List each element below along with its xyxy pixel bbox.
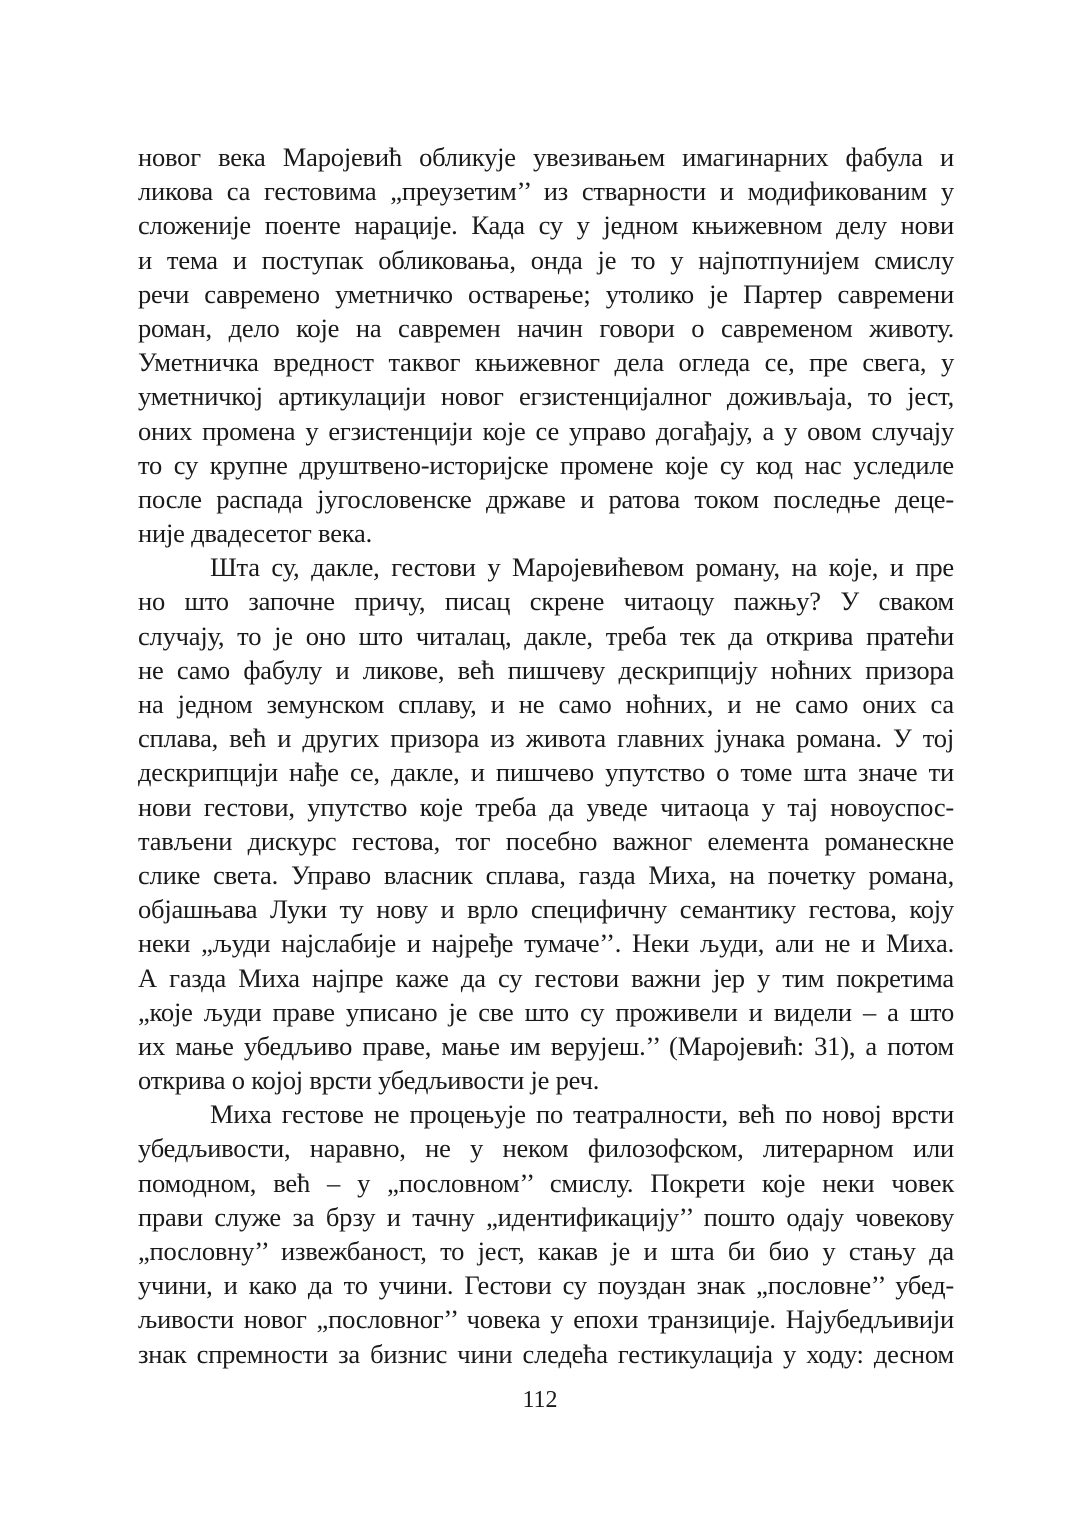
- text-line: новог века Маројевић обликује увезивањем имагинарних фабула и: [138, 142, 954, 172]
- text-line: није двадесетог века.: [138, 518, 373, 549]
- text-line: уметничкој артикулацији новог егзистенцијалног доживљаја, то јест,: [138, 381, 954, 412]
- text-line: роман, дело које на савремен начин говори о савременом животу.: [138, 312, 954, 343]
- text-line: но што започне причу, писац скрене читаоцу пажњу? У сваком: [138, 586, 954, 617]
- text-line: знак спремности за бизнис чини следећа гестикулација у ходу: десном: [138, 1338, 954, 1369]
- text-line: их мање убедљиво праве, мање им верујеш.’’ (Маројевић: 31), а потом: [138, 1030, 954, 1061]
- text-line: објашњава Луки ту нову и врло специфичну семантику гестова, коју: [138, 894, 954, 925]
- text-line: учини, и како да то учини. Гестови су поуздан знак „пословне’’ убед-: [138, 1270, 954, 1301]
- text-line: Миха гестове не процењује по театралности, већ по новој врсти: [210, 1099, 954, 1130]
- text-line: љивости новог „пословног’’ човека у епохи транзиције. Најубедљивији: [138, 1304, 954, 1335]
- text-line: случају, то је оно што читалац, дакле, треба тек да открива пратећи: [138, 620, 954, 651]
- text-line: сложеније поенте нарације. Када су у једном књижевном делу нови: [138, 210, 954, 241]
- text-line: прави служе за брзу и тачну „идентификацију’’ пошто одају човекову: [138, 1201, 954, 1232]
- text-line: после распада југословенске државе и ратова током последње деце-: [138, 483, 954, 514]
- text-line: оних промена у егзистенцији које се управо догађају, а у овом случају: [138, 415, 954, 446]
- text-line: А газда Миха најпре каже да су гестови важни јер у тим покретима: [138, 962, 954, 993]
- text-line: тављени дискурс гестова, тог посебно важног елемента романескне: [138, 825, 954, 856]
- text-line: Уметничка вредност таквог књижевног дела огледа се, пре свега, у: [138, 347, 954, 378]
- text-line: нови гестови, упутство које треба да уведе читаоца у тај новоуспос-: [138, 791, 954, 822]
- body-text: [138, 140, 954, 1371]
- text-line: сплава, већ и других призора из живота главних јунака романа. У тој: [138, 723, 954, 754]
- page-number: 112: [522, 1387, 558, 1413]
- text-line: „пословну’’ извежбаност, то јест, какав је и шта би био у стању да: [138, 1236, 954, 1266]
- text-line: убедљивости, наравно, не у неком филозофском, литерарном или: [138, 1133, 954, 1164]
- text-line: и тема и поступак обликовања, онда је то у најпотпунијем смислу: [138, 244, 954, 275]
- text-line: слике света. Управо власник сплава, газда Миха, на почетку романа,: [138, 859, 954, 890]
- text-line: не само фабулу и ликове, већ пишчеву дескрипцију ноћних призора: [138, 654, 954, 685]
- text-line: дескрипцији нађе се, дакле, и пишчево упутство о томе шта значе ти: [138, 757, 954, 788]
- text-line: неки „људи најслабије и најређе тумаче’’. Неки људи, али не и Миха.: [138, 928, 954, 959]
- text-line: „које људи праве уписано је све што су проживели и видели – а што: [138, 996, 954, 1027]
- text-line: на једном земунском сплаву, и не само ноћних, и не само оних са: [138, 689, 954, 719]
- text-line: ликова са гестовима „преузетим’’ из стварности и модификованим у: [138, 176, 954, 207]
- text-line: открива о којој врсти убедљивости је реч.: [138, 1065, 600, 1096]
- text-line: речи савремено уметничко остварење; утолико је Партер савремени: [138, 278, 954, 309]
- text-line: помодном, већ – у „пословном’’ смислу. Покрети које неки човек: [138, 1167, 954, 1198]
- text-line: то су крупне друштвено-историјске промене које су код нас уследиле: [138, 449, 954, 480]
- text-line: Шта су, дакле, гестови у Маројевићевом роману, на које, и пре: [210, 552, 954, 583]
